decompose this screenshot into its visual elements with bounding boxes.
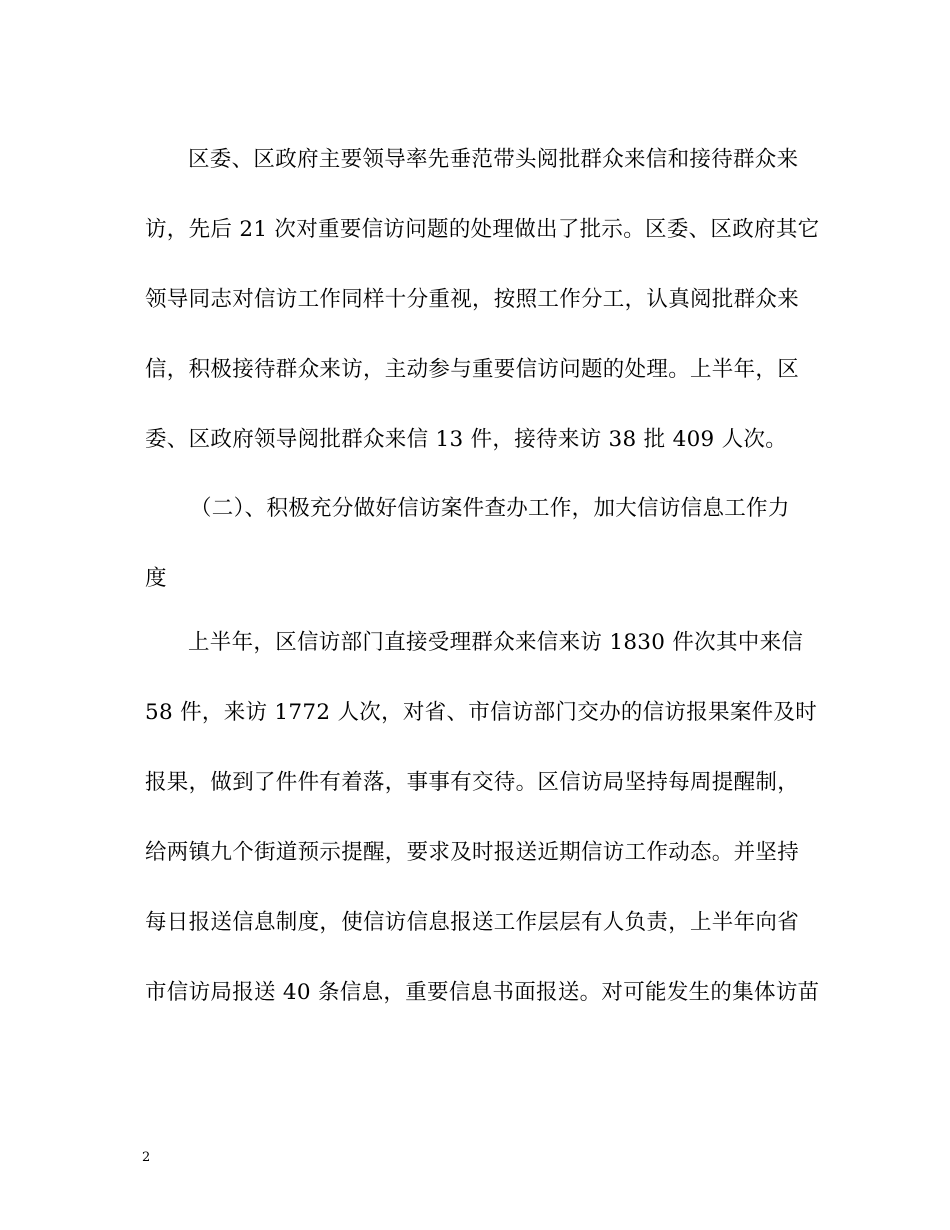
body-text-line: 委、区政府领导阅批群众来信 13 件，接待来访 38 批 409 人次。	[145, 427, 788, 452]
section-heading-line: （二）、积极充分做好信访案件查办工作，加大信访信息工作力	[190, 496, 790, 521]
body-text-line: 每日报送信息制度，使信访信息报送工作层层有人负责，上半年向省	[145, 910, 800, 935]
body-text-line: 访，先后 21 次对重要信访问题的处理做出了批示。区委、区政府其它	[145, 217, 820, 242]
page-number: 2	[142, 1150, 151, 1165]
body-text-line: 报果，做到了件件有着落，事事有交待。区信访局坚持每周提醒制，	[145, 770, 800, 795]
body-text-line: 信，积极接待群众来访，主动参与重要信访问题的处理。上半年，区	[145, 357, 800, 382]
body-text-line: 上半年，区信访部门直接受理群众来信来访 1830 件次其中来信	[188, 630, 804, 655]
body-text-line: 市信访局报送 40 条信息，重要信息书面报送。对可能发生的集体访苗	[145, 980, 820, 1005]
section-heading-line: 度	[145, 566, 167, 591]
body-text-line: 给两镇九个街道预示提醒，要求及时报送近期信访工作动态。并坚持	[145, 840, 800, 865]
body-text-line: 58 件，来访 1772 人次，对省、市信访部门交办的信访报果案件及时	[145, 700, 818, 725]
body-text-line: 领导同志对信访工作同样十分重视，按照工作分工，认真阅批群众来	[145, 287, 800, 312]
body-text-line: 区委、区政府主要领导率先垂范带头阅批群众来信和接待群众来	[188, 147, 799, 172]
